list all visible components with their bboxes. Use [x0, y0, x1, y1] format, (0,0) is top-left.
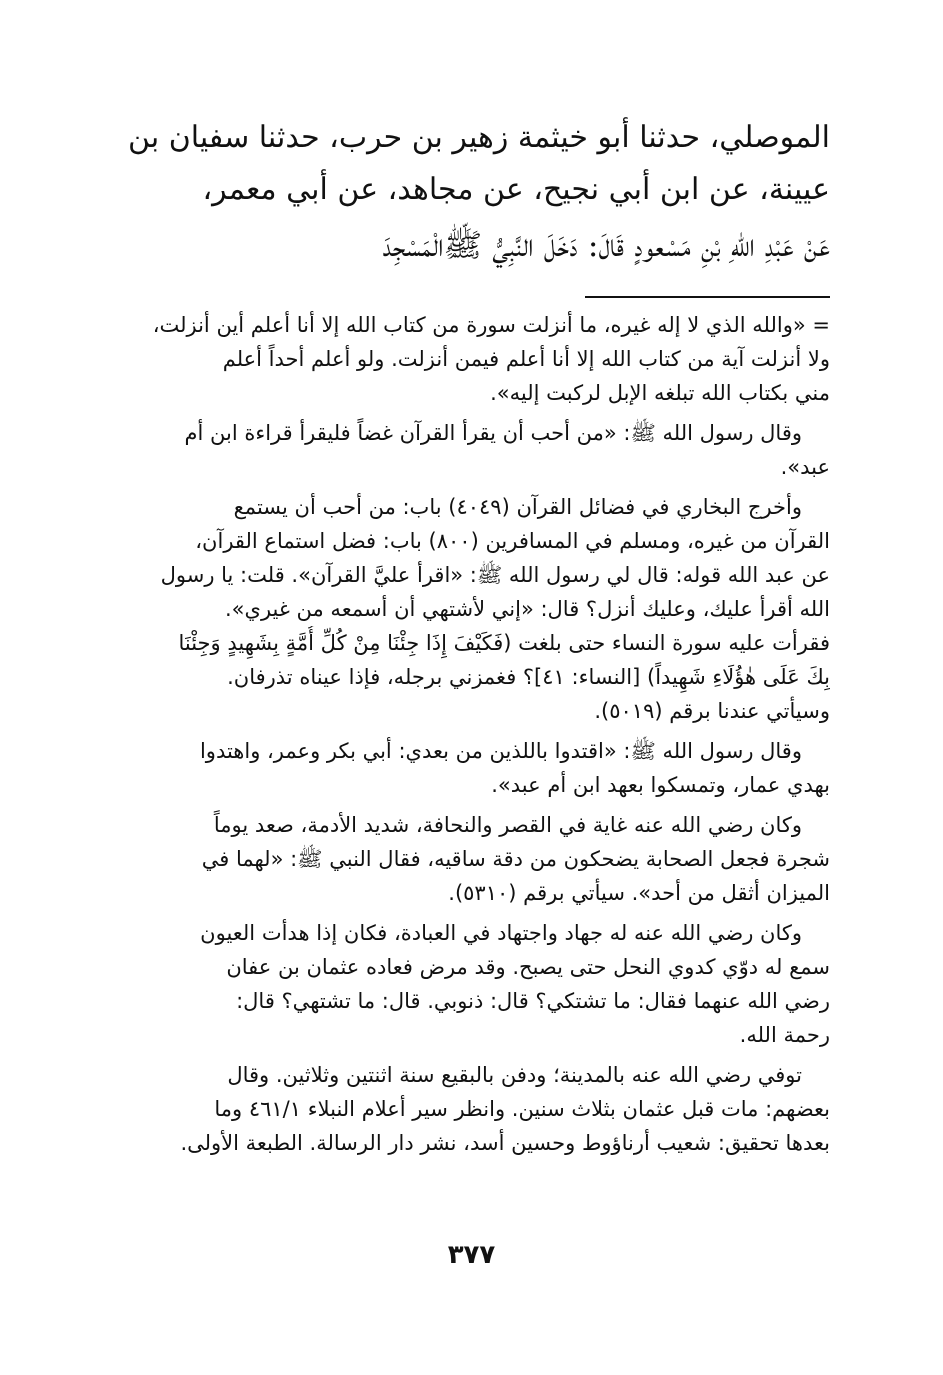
footnote-line: رضي الله عنهما فقال: ما تشتكي؟ قال: ذنوبي. قال: ما تشتهي؟ قال:: [236, 989, 830, 1013]
footnote-line: بهدي عمار، وتمسكوا بعهد ابن أم عبد».: [491, 773, 830, 797]
footnote-paragraph: [130, 916, 830, 1052]
footnote-line: بعدها تحقيق: شعيب أرناؤوط وحسين أسد، نشر دار الرسالة. الطبعة الأولى.: [180, 1131, 830, 1155]
footnote-line: عبد».: [780, 455, 830, 479]
footnote-line: وأخرج البخاري في فضائل القرآن (٤٠٤٩) باب: من أحب أن يستمع: [233, 495, 802, 519]
footnote-paragraph: [130, 808, 830, 910]
footnote-paragraph: [130, 490, 830, 728]
footnote-line: وكان رضي الله عنه غاية في القصر والنحافة، شديد الأدمة، صعد يوماً: [213, 813, 802, 837]
footnote-line: مني بكتاب الله تبلغه الإبل لركبت إليه».: [490, 381, 830, 405]
footnote-line: وكان رضي الله عنه له جهاد واجتهاد في العبادة، فكان إذا هدأت العيون: [200, 921, 802, 945]
footnote-line: القرآن من غيره، ومسلم في المسافرين (٨٠٠) باب: فضل استماع القرآن،: [195, 529, 830, 553]
footnote-paragraph: [130, 1058, 830, 1160]
main-text: [127, 112, 830, 216]
footnote-line: الميزان أثقل من أحد». سيأتي برقم (٥٣١٠).: [448, 881, 830, 905]
footnote-line: رحمة الله.: [739, 1023, 830, 1047]
footnote-line: وقال رسول الله ﷺ: «من أحب أن يقرأ القرآن غضاً فليقرأ قراءة ابن أم: [184, 421, 802, 445]
hadith-text: عَنْ عَبْدِ اللهِ بْنِ مَسْعودٍ قَالَ: دَخَلَ النَّبِيُّ ﷺالْمَسْجِدَ: [382, 226, 830, 264]
page-number: ٣٧٧: [447, 1240, 496, 1270]
footnote-line: فقرأت عليه سورة النساء حتى بلغت (فَكَيْفَ إِذَا جِئْنَا مِنْ كُلِّ أُمَّةٍ بِشَهِيدٍ وَجِئْنَا: [178, 631, 830, 655]
footnote-line: بِكَ عَلَى هٰؤُلَاءِ شَهِيداً) [النساء: ٤١]؟ فغمزني برجله، فإذا عيناه تذرفان.: [227, 665, 830, 689]
footnote-line: وسيأتي عندنا برقم (٥٠١٩).: [594, 699, 830, 723]
footnote-paragraph: [130, 308, 830, 410]
footnote-line: شجرة فجعل الصحابة يضحكون من دقة ساقيه، فقال النبي ﷺ: «لهما في: [201, 847, 830, 871]
main-text-line: الموصلي، حدثنا أبو خيثمة زهير بن حرب، حدثنا سفيان بن: [127, 120, 830, 155]
footnote-line: عن عبد الله قوله: قال لي رسول الله ﷺ: «اقرأ عليَّ القرآن». قلت: يا رسول: [160, 563, 830, 587]
footnote-line: بعضهم: مات قبل عثمان بثلاث سنين. وانظر سير أعلام النبلاء ٤٦١/١ وما: [214, 1097, 830, 1121]
footnote-paragraph: [130, 734, 830, 802]
page-body: [127, 112, 830, 1166]
main-text-line: عيينة، عن ابن أبي نجيح، عن مجاهد، عن أبي معمر،: [202, 172, 830, 207]
footnote-line: توفي رضي الله عنه بالمدينة؛ ودفن بالبقيع سنة اثنتين وثلاثين. وقال: [227, 1063, 802, 1087]
footnote-paragraph: [130, 416, 830, 484]
footnote-line: وقال رسول الله ﷺ: «اقتدوا باللذين من بعدي: أبي بكر وعمر، واهتدوا: [199, 739, 802, 763]
footnote-line: ولا أنزلت آية من كتاب الله إلا أنا أعلم فيمن أنزلت. ولو أعلم أحداً أعلم: [222, 347, 830, 371]
footnote-line: = «والله الذي لا إله غيره، ما أنزلت سورة من كتاب الله إلا أنا أعلم أين أنزلت،: [152, 313, 830, 337]
footnote-line: سمع له دوّي كدوي النحل حتى يصبح. وقد مرض فعاده عثمان بن عفان: [226, 955, 830, 979]
footnote-line: الله أقرأ عليك، وعليك أنزل؟ قال: «إني لأشتهي أن أسمعه من غيري».: [224, 597, 830, 621]
footnotes: [130, 308, 830, 1160]
footnote-separator: [585, 296, 830, 298]
